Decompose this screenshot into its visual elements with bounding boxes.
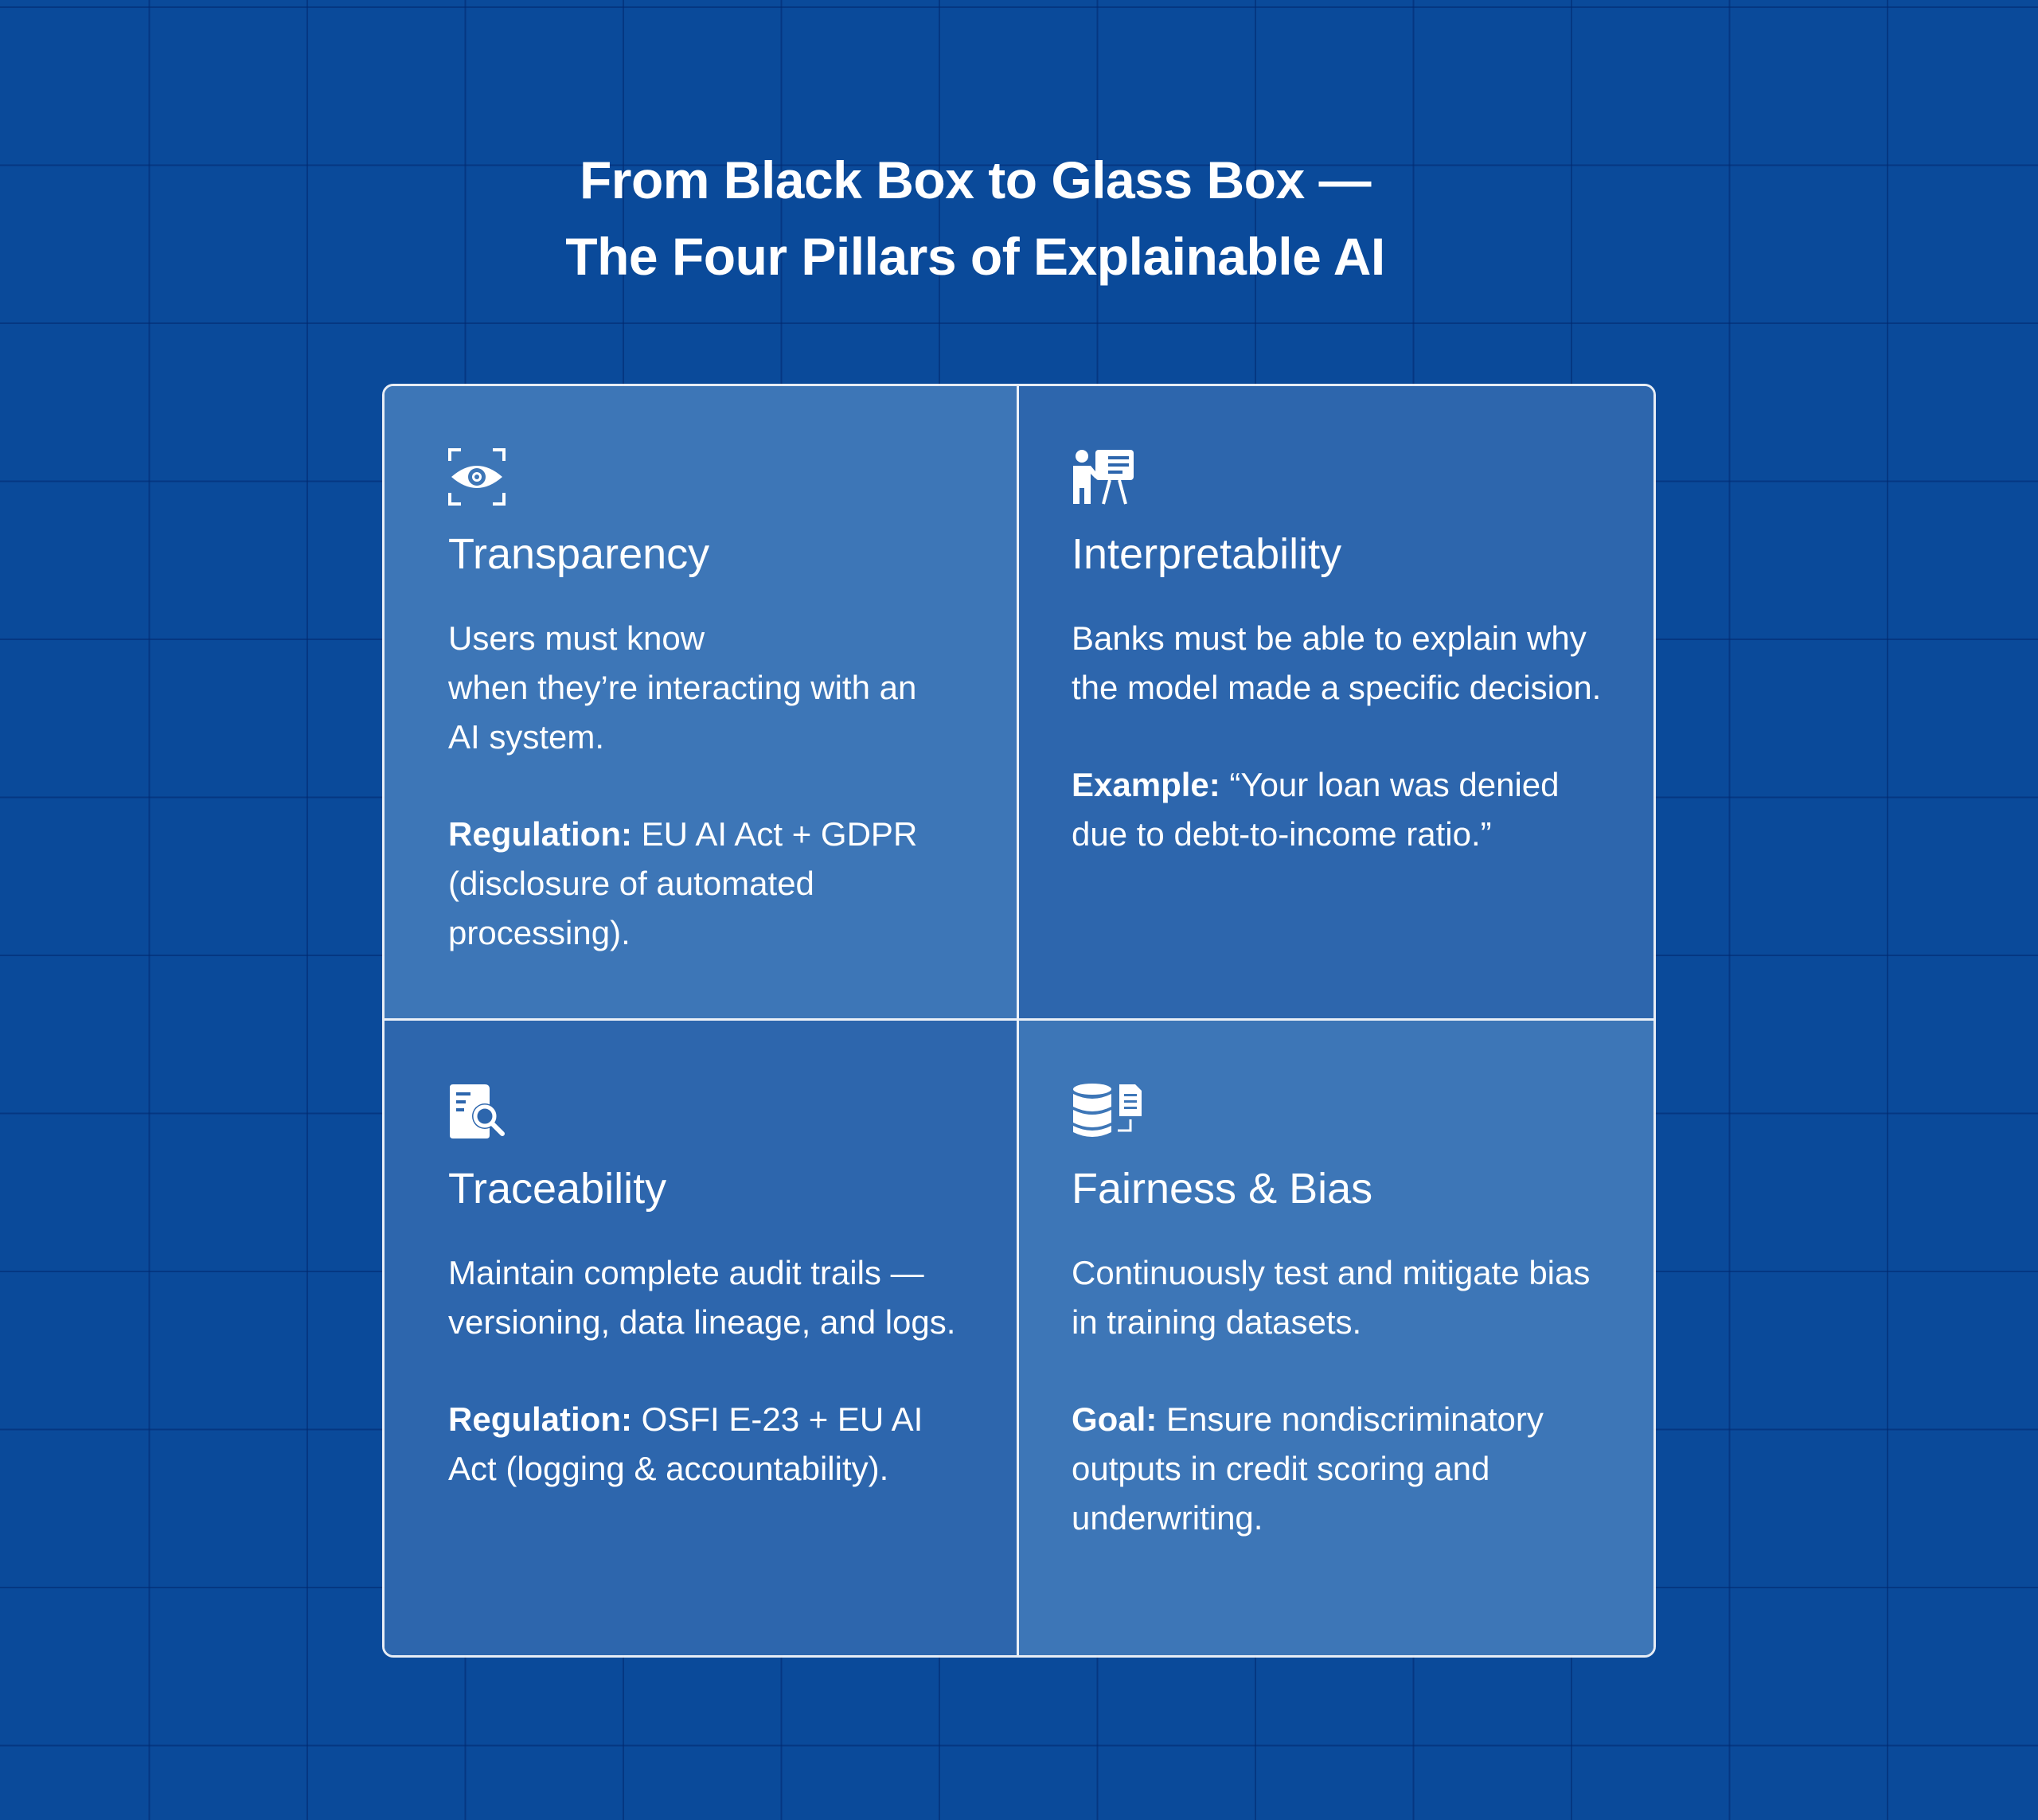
pillar-card-interpretability	[1019, 386, 1653, 1021]
pillar-note-text: “Your loan was denied due to debt-to-income ratio.”	[1072, 766, 1560, 853]
pillar-note-label: Example:	[1072, 766, 1220, 803]
pillar-card-fairness-bias	[1019, 1021, 1653, 1655]
pillar-description: Continuously test and mitigate bias in training datasets.	[1072, 1254, 1591, 1341]
database-document-icon	[1072, 1083, 1143, 1140]
page-title	[0, 142, 1950, 295]
pillar-description: Maintain complete audit trails — versioning, data lineage, and logs.	[448, 1254, 956, 1341]
pillar-card-traceability	[385, 1021, 1019, 1655]
eye-scan-icon	[448, 448, 520, 506]
pillar-note	[448, 1395, 969, 1494]
document-search-icon	[448, 1083, 520, 1140]
pillar-title: Fairness & Bias	[1072, 1165, 1373, 1213]
pillar-title: Transparency	[448, 530, 710, 578]
pillar-note-text: EU AI Act + GDPR (disclosure of automated processing).	[448, 815, 918, 951]
pillar-note-label: Goal:	[1072, 1400, 1158, 1438]
pillar-note-label: Regulation:	[448, 815, 632, 853]
pillar-title: Traceability	[448, 1165, 667, 1213]
pillar-note	[448, 810, 969, 958]
pillar-note-text: Ensure nondiscriminatory outputs in credit scoring and underwriting.	[1072, 1400, 1544, 1537]
pillar-note	[1072, 760, 1606, 859]
pillar-card-transparency	[385, 386, 1019, 1021]
pillar-note	[1072, 1395, 1606, 1543]
pillar-description: Banks must be able to explain why the model made a specific decision.	[1072, 619, 1602, 706]
presenter-chart-icon	[1072, 448, 1143, 506]
pillar-note-text: OSFI E-23 + EU AI Act (logging & accountability).	[448, 1400, 923, 1487]
pillar-title: Interpretability	[1072, 530, 1342, 578]
page-title-line-1: From Black Box to Glass Box —	[579, 150, 1372, 209]
pillar-note-label: Regulation:	[448, 1400, 632, 1438]
page-title-line-2: The Four Pillars of Explainable AI	[565, 227, 1385, 286]
pillars-grid	[382, 384, 1656, 1658]
pillar-description: Users must know when they’re interacting with an AI system.	[448, 619, 917, 756]
